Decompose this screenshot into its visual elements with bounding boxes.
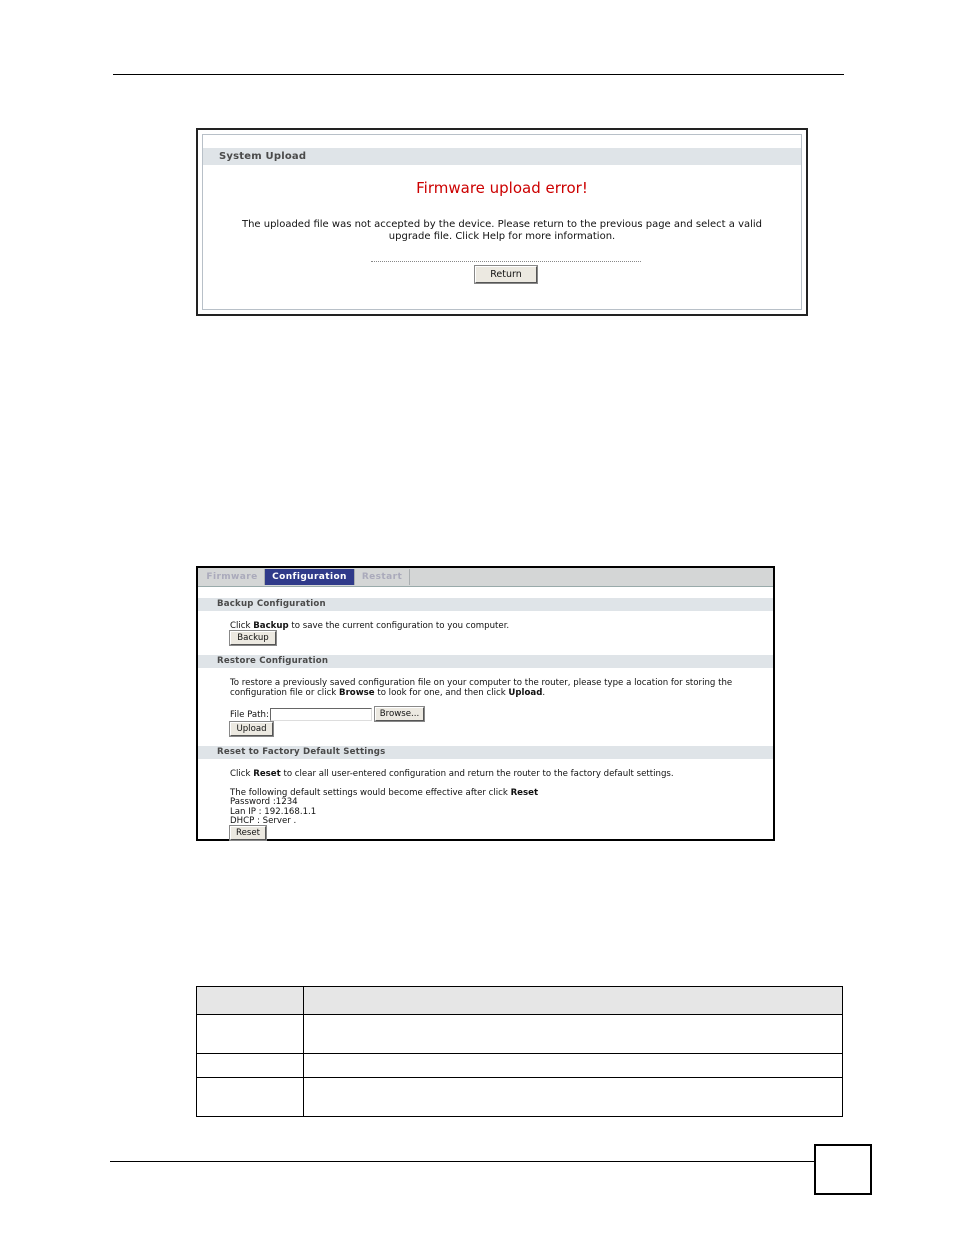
firmware-upload-error-title: Firmware upload error!	[416, 179, 588, 197]
return-button[interactable]: Return	[475, 266, 537, 283]
table-row	[197, 1015, 843, 1054]
default-password: Password :1234	[230, 797, 298, 807]
table-cell	[304, 1015, 843, 1054]
page-header-rule	[113, 74, 844, 75]
table-header-row	[197, 987, 843, 1015]
table-cell	[197, 1078, 304, 1117]
reset-button[interactable]: Reset	[230, 826, 266, 840]
system-upload-panel	[202, 134, 802, 310]
tab-restart[interactable]: Restart	[355, 569, 410, 585]
tab-configuration[interactable]: Configuration	[265, 569, 355, 585]
table-cell	[304, 1078, 843, 1117]
table-cell	[304, 1054, 843, 1078]
reset-instructions: Click Reset to clear all user-entered configuration and return the router to the factory default settings.	[230, 769, 674, 779]
error-message	[223, 219, 781, 243]
table-header-cell-1	[197, 987, 304, 1015]
restore-section-title: Restore Configuration	[198, 655, 773, 668]
table-row	[197, 1054, 843, 1078]
default-dhcp: DHCP : Server .	[230, 816, 297, 826]
table-cell	[197, 1054, 304, 1078]
backup-instructions: Click Backup to save the current configuration to you computer.	[230, 621, 510, 631]
system-upload-screenshot	[196, 128, 808, 316]
tab-firmware[interactable]: Firmware	[200, 569, 265, 585]
page-footer-rule	[110, 1161, 815, 1162]
dotted-divider	[371, 261, 641, 262]
backup-section-title: Backup Configuration	[198, 598, 773, 611]
system-upload-title: System Upload	[203, 148, 801, 165]
file-path-label: File Path:	[230, 710, 269, 720]
table-row	[197, 1078, 843, 1117]
default-lan-ip: Lan IP : 192.168.1.1	[230, 807, 317, 817]
restore-instructions-line-2: configuration file or click Browse to look for one, and then click Upload.	[230, 688, 546, 698]
file-path-input[interactable]	[270, 708, 372, 721]
default-settings-intro: The following default settings would become effective after click Reset	[230, 788, 539, 798]
backup-button[interactable]: Backup	[230, 631, 276, 645]
table-cell	[197, 1015, 304, 1054]
error-message-line-2: upgrade file. Click Help for more information.	[388, 231, 616, 242]
upload-button[interactable]: Upload	[230, 722, 273, 736]
restore-instructions-line-1: To restore a previously saved configuration file on your computer to the router, please type a location for storing the	[230, 678, 733, 688]
error-message-line-1: The uploaded file was not accepted by the device. Please return to the previous page and select a valid	[241, 219, 763, 230]
browse-button[interactable]: Browse...	[375, 707, 424, 721]
configuration-screenshot	[196, 566, 775, 841]
reference-table	[196, 986, 843, 1117]
reset-section-title: Reset to Factory Default Settings	[198, 746, 773, 759]
table-header-cell-2	[304, 987, 843, 1015]
page-number-box	[814, 1144, 872, 1195]
tab-bar	[198, 568, 773, 587]
